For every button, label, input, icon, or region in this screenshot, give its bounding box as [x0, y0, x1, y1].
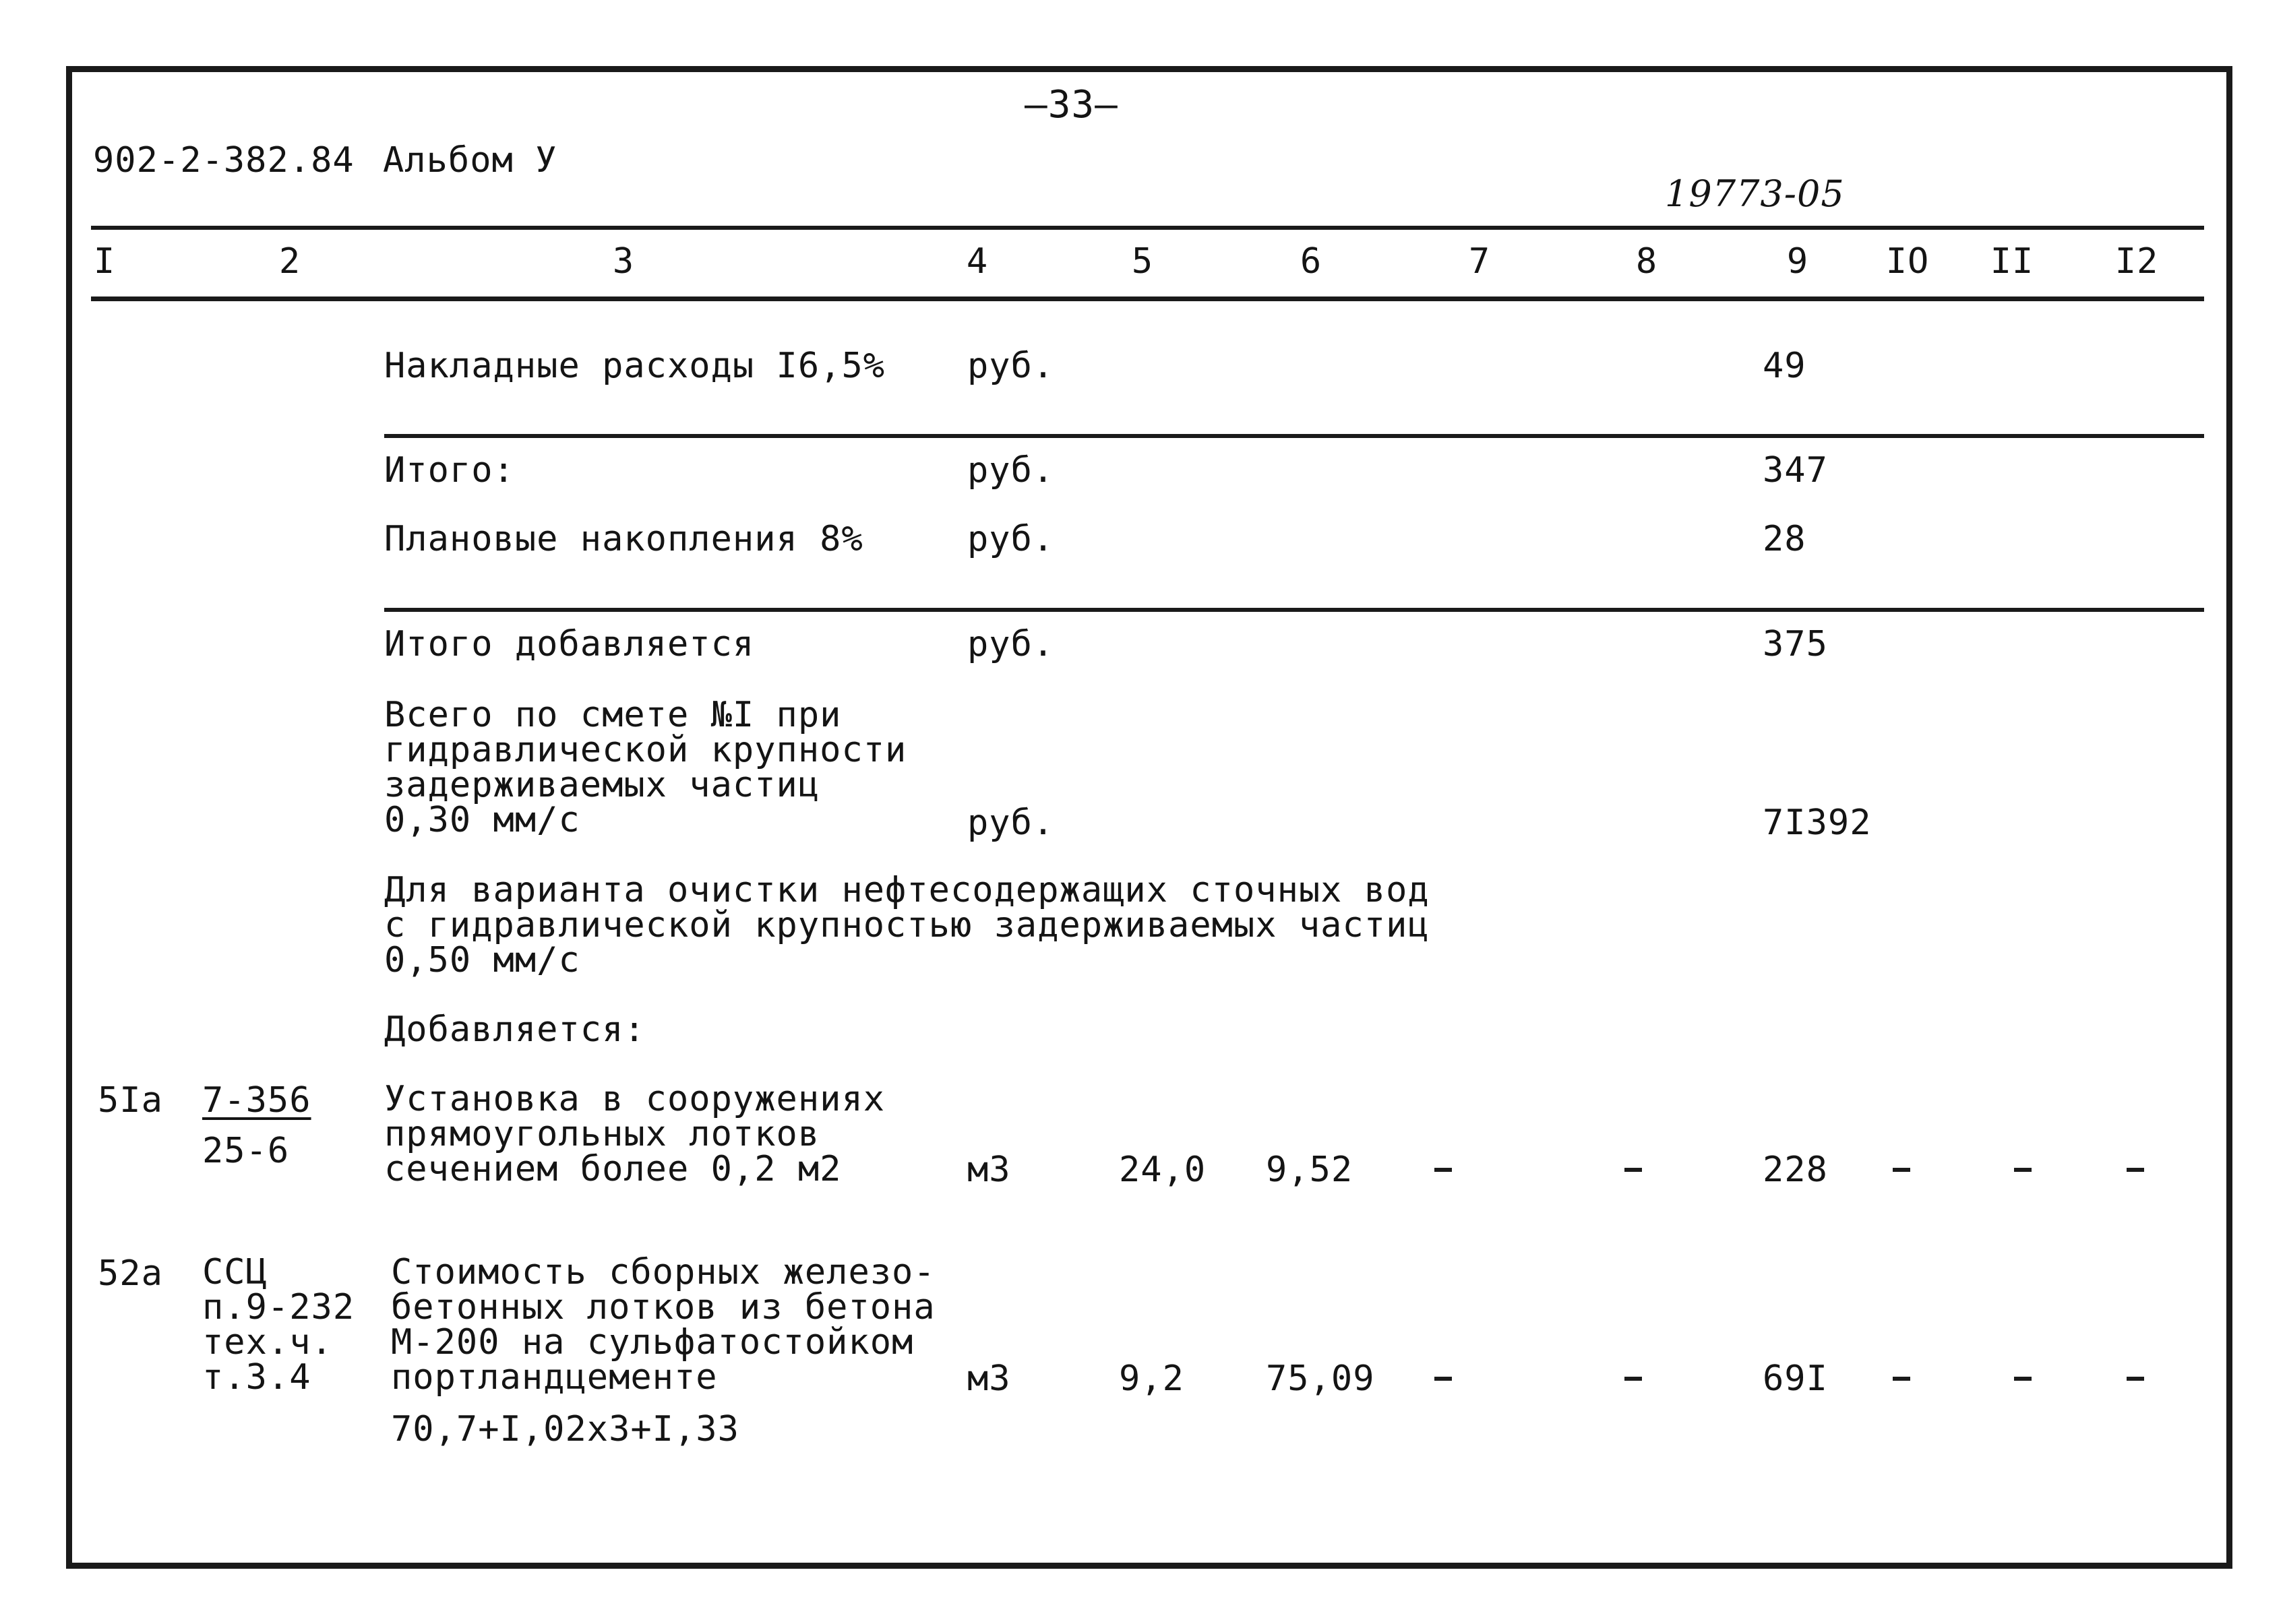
grand-desc-line3: задерживаемых частиц [384, 765, 820, 805]
item52-total: 69I [1763, 1358, 1828, 1399]
col-header-1: I [93, 241, 116, 282]
item52-unit: м3 [967, 1358, 1011, 1399]
grand-total: 7I392 [1763, 803, 1872, 843]
col-header-11: II [1990, 241, 2034, 282]
grand-desc-line4: 0,30 мм/с [384, 800, 580, 840]
item51-total: 228 [1763, 1150, 1828, 1190]
item51-col10-dash [1893, 1168, 1910, 1172]
item52-code-line1: ССЦ [202, 1252, 268, 1292]
header-top-rule [91, 226, 2204, 230]
header-bottom-rule [91, 296, 2204, 301]
item52-desc-line3: М-200 на сульфатостойком [391, 1322, 914, 1363]
item52-col7-dash [1434, 1377, 1452, 1381]
item52-price: 75,09 [1266, 1358, 1375, 1399]
item51-num: 5Iа [98, 1080, 163, 1121]
item51-col11-dash [2014, 1168, 2032, 1172]
variant-line2: с гидравлической крупностью задерживаемых частиц [384, 905, 1430, 945]
planned-unit: руб. [967, 519, 1055, 559]
item51-col12-dash [2127, 1168, 2144, 1172]
overhead-total: 49 [1763, 346, 1806, 386]
item51-desc-line1: Установка в сооружениях [384, 1079, 886, 1119]
added-total-unit: руб. [967, 624, 1055, 664]
item51-col8-dash [1624, 1168, 1642, 1172]
variant-line1: Для варианта очистки нефтесодержащих сточных вод [384, 870, 1430, 910]
item52-col10-dash [1893, 1377, 1910, 1381]
item51-qty: 24,0 [1119, 1150, 1207, 1190]
subtotal-desc: Итого: [384, 450, 515, 491]
grand-unit: руб. [967, 803, 1055, 843]
added-total-total: 375 [1763, 624, 1828, 664]
item52-num: 52а [98, 1253, 163, 1294]
section-rule-1 [384, 434, 2204, 438]
item52-formula: 70,7+I,02х3+I,33 [391, 1409, 739, 1449]
overhead-desc: Накладные расходы I6,5% [384, 346, 886, 386]
col-header-9: 9 [1786, 241, 1809, 282]
col-header-12: I2 [2114, 241, 2159, 282]
item52-col11-dash [2014, 1377, 2032, 1381]
added-total-desc: Итого добавляется [384, 624, 755, 664]
item51-desc-line2: прямоугольных лотков [384, 1114, 820, 1154]
item52-code-line4: т.3.4 [202, 1357, 311, 1398]
doc-code: 902-2-382.84 [93, 140, 355, 181]
item52-code-line2: п.9-232 [202, 1287, 355, 1328]
grand-desc-line2: гидравлической крупности [384, 730, 907, 770]
item51-price: 9,52 [1266, 1150, 1353, 1190]
subtotal-total: 347 [1763, 450, 1828, 491]
col-header-2: 2 [278, 241, 301, 282]
item52-desc-line2: бетонных лотков из бетона [391, 1287, 936, 1328]
grand-desc-line1: Всего по смете №I при [384, 695, 842, 735]
col-header-6: 6 [1300, 241, 1322, 282]
planned-total: 28 [1763, 519, 1806, 559]
overhead-unit: руб. [967, 346, 1055, 386]
subtotal-unit: руб. [967, 450, 1055, 491]
item51-desc-line3: сечением более 0,2 м2 [384, 1149, 842, 1189]
item51-code-top: 7-356 [202, 1080, 311, 1121]
page-number: –33– [1025, 83, 1118, 127]
item52-col8-dash [1624, 1377, 1642, 1381]
item52-code-line3: тех.ч. [202, 1322, 333, 1363]
album-label: Альбом У [383, 140, 557, 181]
planned-desc: Плановые накопления 8% [384, 519, 863, 559]
item52-col12-dash [2127, 1377, 2144, 1381]
item51-code-bottom: 25-6 [202, 1131, 290, 1171]
item51-col7-dash [1434, 1168, 1452, 1172]
added-label: Добавляется: [384, 1009, 646, 1050]
col-header-7: 7 [1468, 241, 1491, 282]
item52-qty: 9,2 [1119, 1358, 1184, 1399]
section-rule-2 [384, 608, 2204, 612]
item51-unit: м3 [967, 1150, 1011, 1190]
variant-line3: 0,50 мм/с [384, 940, 580, 980]
col-header-5: 5 [1131, 241, 1154, 282]
item52-desc-line1: Стоимость сборных железо- [391, 1252, 936, 1292]
col-header-8: 8 [1635, 241, 1658, 282]
col-header-10: IO [1885, 241, 1930, 282]
col-header-3: 3 [612, 241, 635, 282]
col-header-4: 4 [966, 241, 989, 282]
stamp-number: 19773-05 [1665, 173, 1845, 215]
item52-desc-line4: портландцементе [391, 1357, 718, 1398]
